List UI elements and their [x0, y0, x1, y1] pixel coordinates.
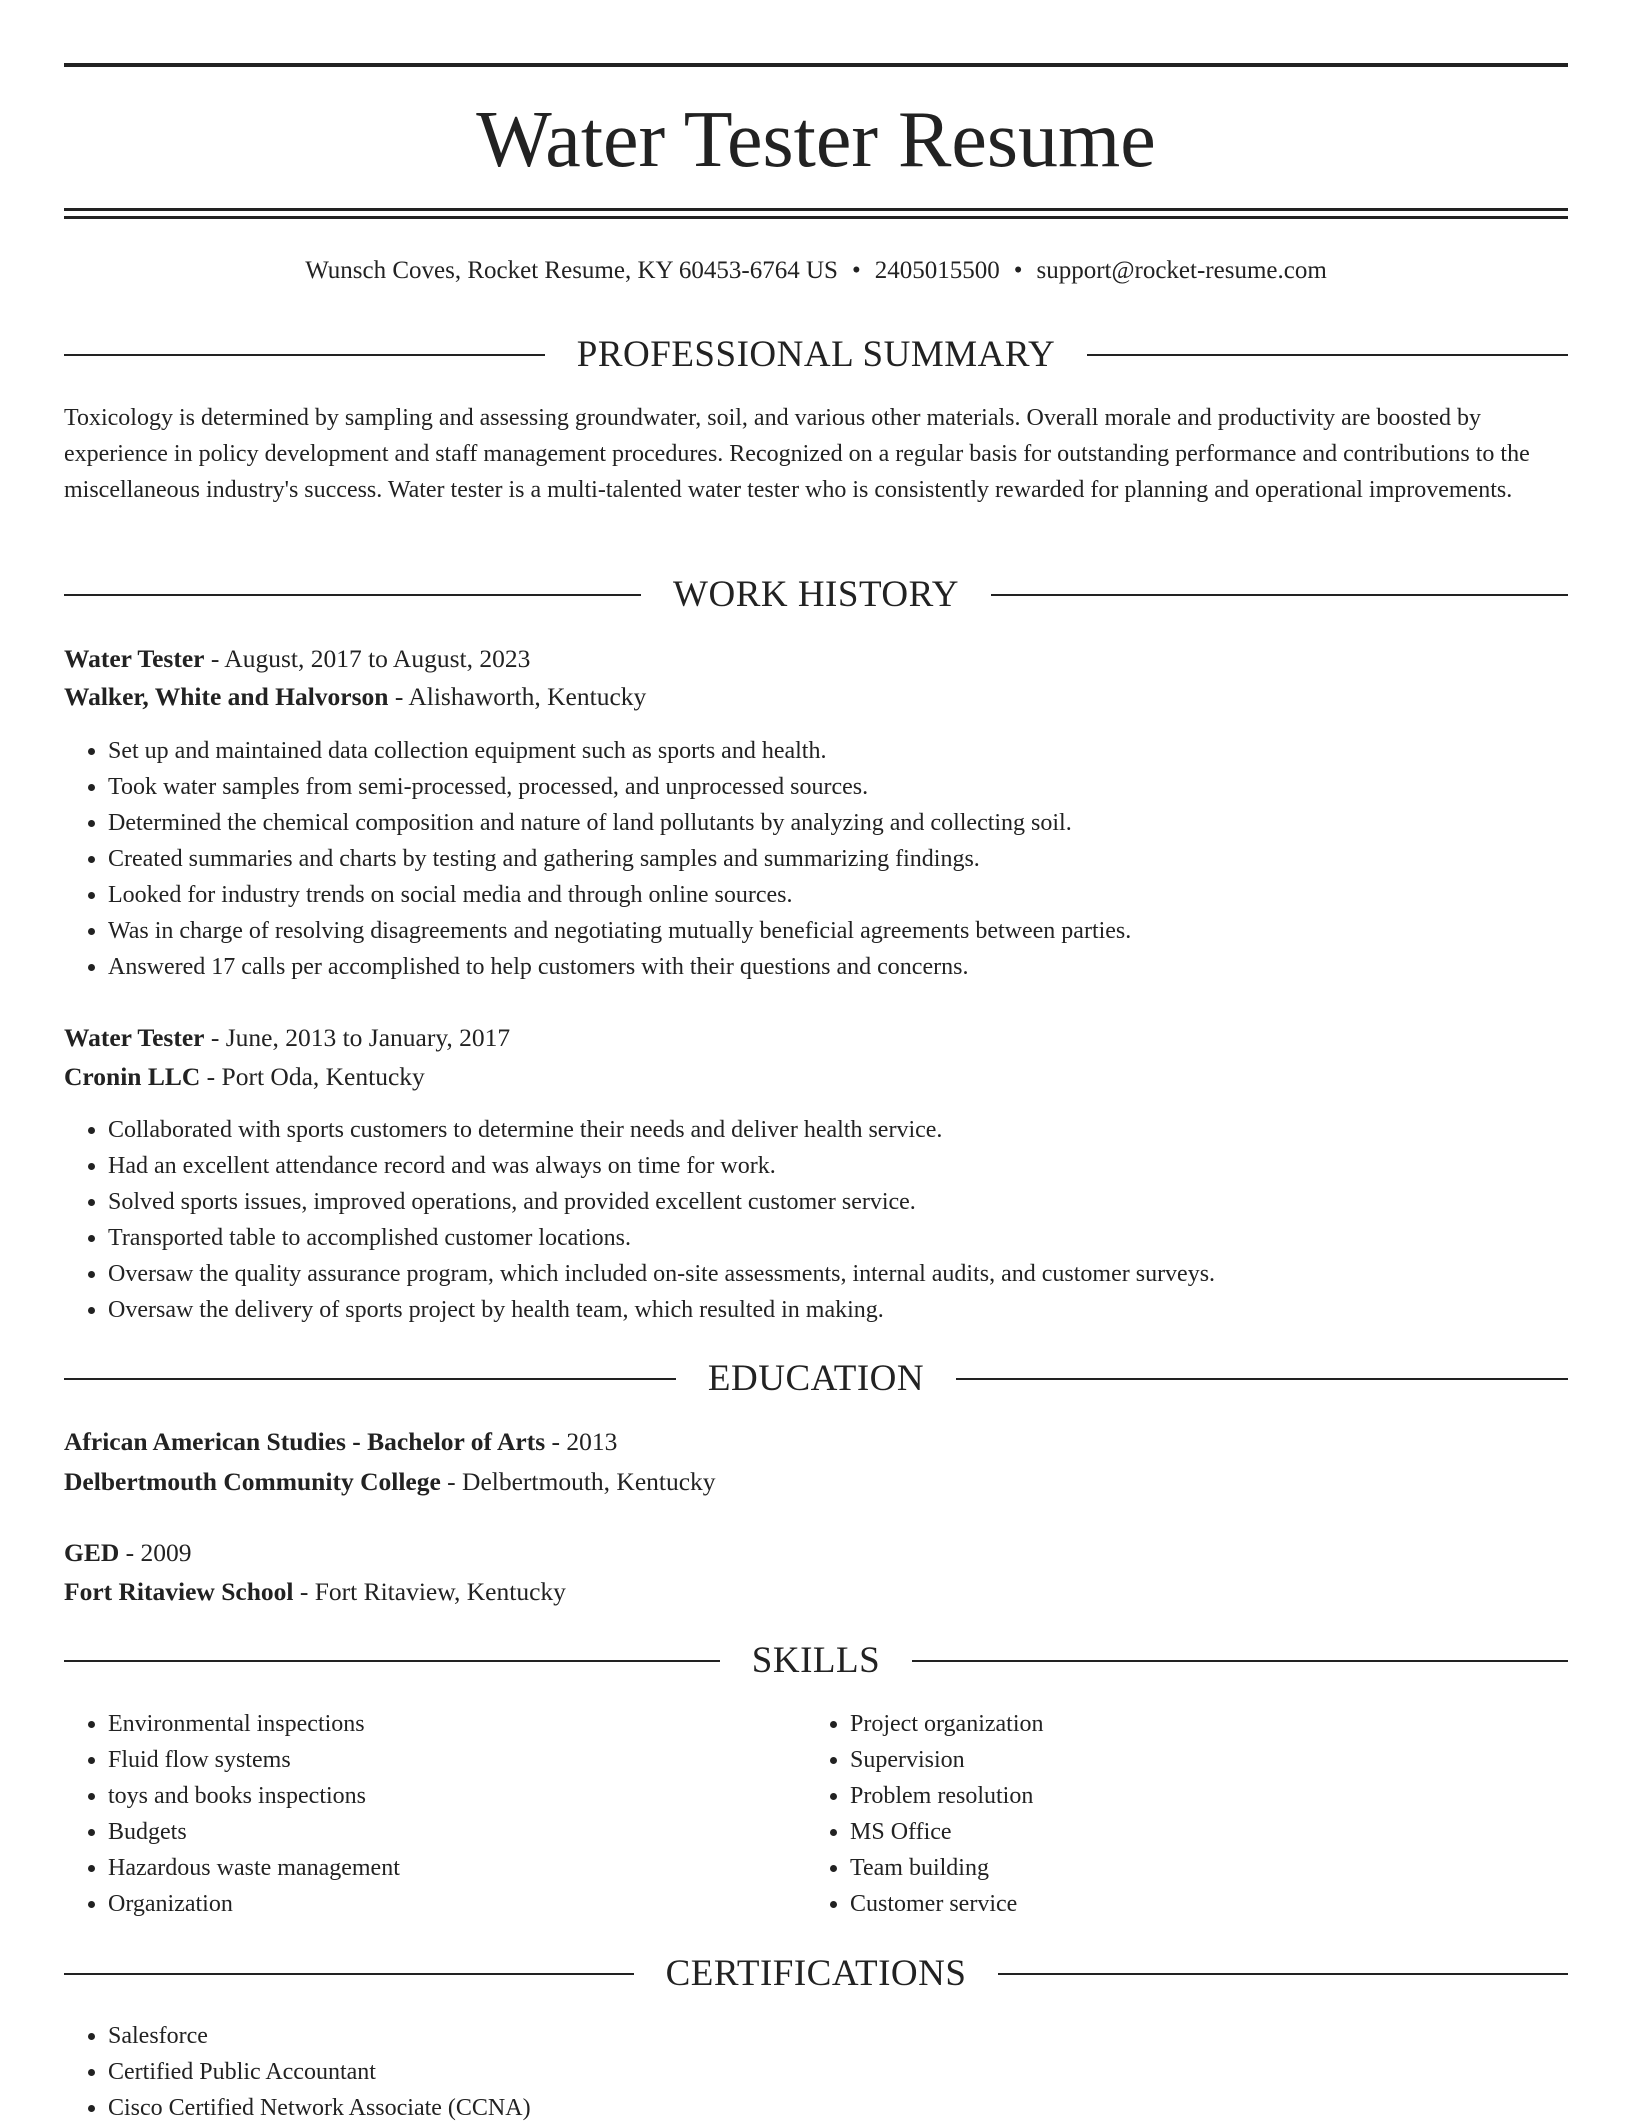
resume-title: Water Tester Resume	[476, 96, 1156, 184]
job-title: Water Tester	[64, 1023, 205, 1052]
job-bullet: • Had an excellent attendance record and was always on time for work.	[108, 1148, 1215, 1184]
heading-rule-left	[64, 1973, 634, 1975]
job-bullet: • Oversaw the delivery of sports project by health team, which resulted in making.	[108, 1292, 1215, 1328]
section-heading-skills	[64, 1637, 1568, 1685]
contact-separator: •	[851, 257, 861, 284]
job-bullet: • Collaborated with sports customers to determine their needs and deliver health service.	[108, 1112, 1215, 1148]
job-dates: - August, 2017 to August, 2023	[204, 644, 531, 673]
job-bullet: • Determined the chemical composition and nature of land pollutants by analyzing and collecting soil.	[108, 805, 1131, 841]
certifications-list	[64, 2018, 531, 2126]
job-title-line	[64, 1021, 510, 1055]
section-heading-summary	[64, 331, 1568, 379]
heading-rule-left	[64, 1378, 676, 1380]
job-bullet: • Created summaries and charts by testing and gathering samples and summarizing findings.	[108, 841, 1131, 877]
education-school: Delbertmouth Community College	[64, 1467, 441, 1496]
education-degree: African American Studies - Bachelor of Arts	[64, 1427, 546, 1456]
section-title: SKILLS	[751, 1640, 881, 1681]
skill-item: • Budgets	[108, 1814, 400, 1850]
job-bullet: • Set up and maintained data collection equipment such as sports and health.	[108, 733, 1131, 769]
skill-item: • Customer service	[850, 1886, 1044, 1922]
education-location: - Fort Ritaview, Kentucky	[293, 1577, 566, 1606]
skill-item: • MS Office	[850, 1814, 1044, 1850]
job-title-line	[64, 642, 530, 676]
education-degree-line	[64, 1425, 617, 1459]
job-bullet: • Took water samples from semi-processed, processed, and unprocessed sources.	[108, 769, 1131, 805]
heading-rule-right	[1087, 354, 1568, 356]
job-bullet: • Looked for industry trends on social media and through online sources.	[108, 877, 1131, 913]
skill-item: • Environmental inspections	[108, 1706, 400, 1742]
education-location: - Delbertmouth, Kentucky	[440, 1467, 716, 1496]
skills-list-left	[64, 1706, 400, 1922]
job-company: Walker, White and Halvorson	[64, 682, 389, 711]
skill-item: • Fluid flow systems	[108, 1742, 400, 1778]
section-title: WORK HISTORY	[673, 574, 959, 615]
skill-item: • Supervision	[850, 1742, 1044, 1778]
job-dates: - June, 2013 to January, 2017	[204, 1023, 511, 1052]
education-degree: GED	[64, 1538, 120, 1567]
education-degree-line	[64, 1536, 192, 1570]
contact-separator: •	[1013, 257, 1023, 284]
job-company: Cronin LLC	[64, 1062, 201, 1091]
certification-item: • Salesforce	[108, 2018, 531, 2054]
contact-address: Wunsch Coves, Rocket Resume, KY 60453-6764 US	[305, 257, 838, 284]
education-school: Fort Ritaview School	[64, 1577, 294, 1606]
heading-rule-right	[991, 594, 1568, 596]
job-bullet: • Was in charge of resolving disagreements and negotiating mutually beneficial agreements between parties.	[108, 913, 1131, 949]
heading-rule-left	[64, 354, 545, 356]
skill-item: • Project organization	[850, 1706, 1044, 1742]
skill-item: • Hazardous waste management	[108, 1850, 400, 1886]
section-heading-education	[64, 1355, 1568, 1403]
job-location: - Port Oda, Kentucky	[200, 1062, 425, 1091]
education-school-line	[64, 1575, 566, 1609]
certification-item: • Cisco Certified Network Associate (CCNA)	[108, 2090, 531, 2126]
contact-line	[64, 255, 1568, 287]
heading-rule-right	[998, 1973, 1568, 1975]
education-school-line	[64, 1465, 716, 1499]
job-location: - Alishaworth, Kentucky	[388, 682, 647, 711]
section-title: PROFESSIONAL SUMMARY	[576, 334, 1056, 375]
skills-list-right	[806, 1706, 1044, 1922]
heading-rule-right	[912, 1660, 1568, 1662]
skill-item: • Problem resolution	[850, 1778, 1044, 1814]
section-title: EDUCATION	[707, 1358, 925, 1399]
skill-item: • Organization	[108, 1886, 400, 1922]
job-company-line	[64, 1060, 425, 1094]
job-bullet: • Answered 17 calls per accomplished to help customers with their questions and concerns.	[108, 949, 1131, 985]
job-bullet: • Solved sports issues, improved operations, and provided excellent customer service.	[108, 1184, 1215, 1220]
skill-item: • toys and books inspections	[108, 1778, 400, 1814]
skill-item: • Team building	[850, 1850, 1044, 1886]
heading-rule-left	[64, 594, 641, 596]
contact-email: support@rocket-resume.com	[1036, 257, 1327, 284]
education-year: - 2013	[545, 1427, 618, 1456]
title-double-rule	[64, 208, 1568, 219]
job-company-line	[64, 680, 646, 714]
job-bullets	[64, 1112, 1215, 1328]
heading-rule-left	[64, 1660, 720, 1662]
section-heading-work	[64, 571, 1568, 619]
job-bullets	[64, 733, 1131, 985]
job-bullet: • Oversaw the quality assurance program, which included on-site assessments, internal audits, and customer surveys.	[108, 1256, 1215, 1292]
job-title: Water Tester	[64, 644, 205, 673]
contact-phone: 2405015500	[874, 257, 1000, 284]
section-heading-certifications	[64, 1950, 1568, 1998]
education-year: - 2009	[119, 1538, 192, 1567]
section-title: CERTIFICATIONS	[665, 1953, 967, 1994]
heading-rule-right	[956, 1378, 1568, 1380]
top-rule	[64, 63, 1568, 67]
summary-paragraph: Toxicology is determined by sampling and assessing groundwater, soil, and various other materials. Overall morale and productivity are boosted by experience in policy development and staff management procedures. Recognized on a regular basis for outstanding performance and contributions to the miscellaneous industry's success. Water tester is a multi-talented water tester who is consistently rewarded for planning and operational improvements.	[64, 405, 1530, 503]
certification-item: • Certified Public Accountant	[108, 2054, 531, 2090]
job-bullet: • Transported table to accomplished customer locations.	[108, 1220, 1215, 1256]
